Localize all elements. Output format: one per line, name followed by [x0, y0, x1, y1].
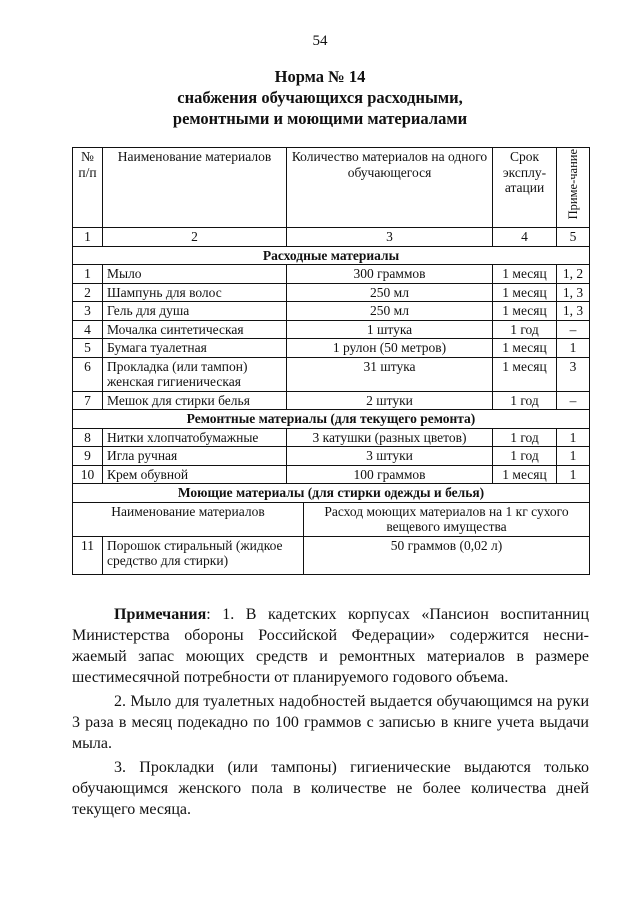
col-number: 2	[103, 228, 287, 247]
table-row	[73, 339, 590, 358]
title-line-1: Норма № 14	[274, 67, 366, 86]
column-number-row	[73, 228, 590, 247]
section-title: Ремонтные материалы (для текущего ремонта)	[73, 410, 590, 429]
row-quantity: 100 граммов	[287, 465, 493, 484]
note-paragraph-2: 2. Мыло для туалетных надобностей выдается обучающимся на руки 3 раза в месяц подекадно по 100 граммов с записью в книге учета выдачи мыла.	[72, 693, 589, 752]
row-quantity: 250 мл	[287, 283, 493, 302]
note-1-text: : 1. В кадетских корпусах «Пансион воспитанниц Министерства обороны Российской Федерации» содержится несни-жаемый запас моющих средств и ремонтных материалов в размере шестимесячной потребности от планируемого годового объема.	[72, 606, 589, 686]
row-term: 1 год	[493, 447, 557, 466]
row-quantity: 300 граммов	[287, 265, 493, 284]
row-number: 6	[73, 357, 103, 391]
note-paragraph-3: 3. Прокладки (или тампоны) гигиенические выдаются только обучающимся женского пола в количестве не более количества дней текущего месяца.	[72, 759, 589, 818]
row-quantity: 1 штука	[287, 320, 493, 339]
col-number: 4	[493, 228, 557, 247]
table-header-row	[73, 148, 590, 228]
row-term: 1 месяц	[493, 465, 557, 484]
table-row	[73, 357, 590, 391]
header-note-text: Приме-чание	[565, 149, 580, 220]
row-term: 1 месяц	[493, 283, 557, 302]
row-name: Гель для душа	[103, 302, 287, 321]
row-term: 1 месяц	[493, 302, 557, 321]
row-name: Шампунь для волос	[103, 283, 287, 302]
row-name: Мыло	[103, 265, 287, 284]
row-quantity: 2 штуки	[287, 391, 493, 410]
row-term: 1 месяц	[493, 339, 557, 358]
row-number: 11	[73, 536, 103, 574]
section-row-washing	[73, 484, 590, 503]
row-note: 1, 3	[557, 283, 590, 302]
row-quantity: 31 штука	[287, 357, 493, 391]
row-note: 1	[557, 447, 590, 466]
table-row	[73, 447, 590, 466]
row-name: Нитки хлопчатобумажные	[103, 428, 287, 447]
row-note: –	[557, 320, 590, 339]
row-term: 1 год	[493, 320, 557, 339]
header-quantity: Количество материалов на одного обучающегося	[287, 148, 493, 228]
title-line-2: снабжения обучающихся расходными,	[177, 88, 463, 107]
table-row	[73, 283, 590, 302]
supply-norm-table	[72, 147, 590, 575]
page-number: 54	[312, 33, 328, 49]
table-row	[73, 428, 590, 447]
row-number: 10	[73, 465, 103, 484]
table-row	[73, 536, 590, 574]
row-name: Мешок для стирки белья	[103, 391, 287, 410]
washing-header-name: Наименование материалов	[73, 502, 304, 536]
row-number: 7	[73, 391, 103, 410]
row-quantity: 3 штуки	[287, 447, 493, 466]
row-term: 1 год	[493, 391, 557, 410]
section-row-repair	[73, 410, 590, 429]
row-name: Бумага туалетная	[103, 339, 287, 358]
table-row	[73, 391, 590, 410]
section-title: Моющие материалы (для стирки одежды и белья)	[73, 484, 590, 503]
document-title	[0, 66, 640, 129]
row-note: 1	[557, 465, 590, 484]
row-number: 2	[73, 283, 103, 302]
row-term: 1 год	[493, 428, 557, 447]
row-term: 1 месяц	[493, 265, 557, 284]
title-line-3: ремонтными и моющими материалами	[172, 109, 468, 128]
header-term: Срок эксплу-атации	[493, 148, 557, 228]
header-num: № п/п	[73, 148, 103, 228]
row-number: 1	[73, 265, 103, 284]
row-name: Крем обувной	[103, 465, 287, 484]
col-number: 3	[287, 228, 493, 247]
row-name: Мочалка синтетическая	[103, 320, 287, 339]
row-number: 8	[73, 428, 103, 447]
table-row	[73, 302, 590, 321]
row-quantity: 50 граммов (0,02 л)	[304, 536, 590, 574]
row-note: 1	[557, 339, 590, 358]
row-quantity: 250 мл	[287, 302, 493, 321]
notes-section	[72, 604, 589, 823]
row-name: Игла ручная	[103, 447, 287, 466]
col-number: 5	[557, 228, 590, 247]
row-name: Порошок стиральный (жидкое средство для стирки)	[103, 536, 304, 574]
note-paragraph-1	[72, 604, 589, 688]
row-name: Прокладка (или тампон) женская гигиеническая	[103, 357, 287, 391]
row-number: 4	[73, 320, 103, 339]
row-note: 1	[557, 428, 590, 447]
section-row-consumables	[73, 246, 590, 265]
table-row	[73, 465, 590, 484]
row-note: 1, 3	[557, 302, 590, 321]
row-quantity: 1 рулон (50 метров)	[287, 339, 493, 358]
notes-lead: Примечания	[114, 606, 207, 623]
row-number: 5	[73, 339, 103, 358]
row-number: 3	[73, 302, 103, 321]
row-note: 3	[557, 357, 590, 391]
row-term: 1 месяц	[493, 357, 557, 391]
table-row	[73, 265, 590, 284]
header-name: Наименование материалов	[103, 148, 287, 228]
col-number: 1	[73, 228, 103, 247]
washing-header-row	[73, 502, 590, 536]
row-quantity: 3 катушки (разных цветов)	[287, 428, 493, 447]
section-title: Расходные материалы	[73, 246, 590, 265]
row-number: 9	[73, 447, 103, 466]
row-note: 1, 2	[557, 265, 590, 284]
row-note: –	[557, 391, 590, 410]
header-note	[557, 148, 590, 228]
washing-header-consumption: Расход моющих материалов на 1 кг сухого вещевого имущества	[304, 502, 590, 536]
table-row	[73, 320, 590, 339]
